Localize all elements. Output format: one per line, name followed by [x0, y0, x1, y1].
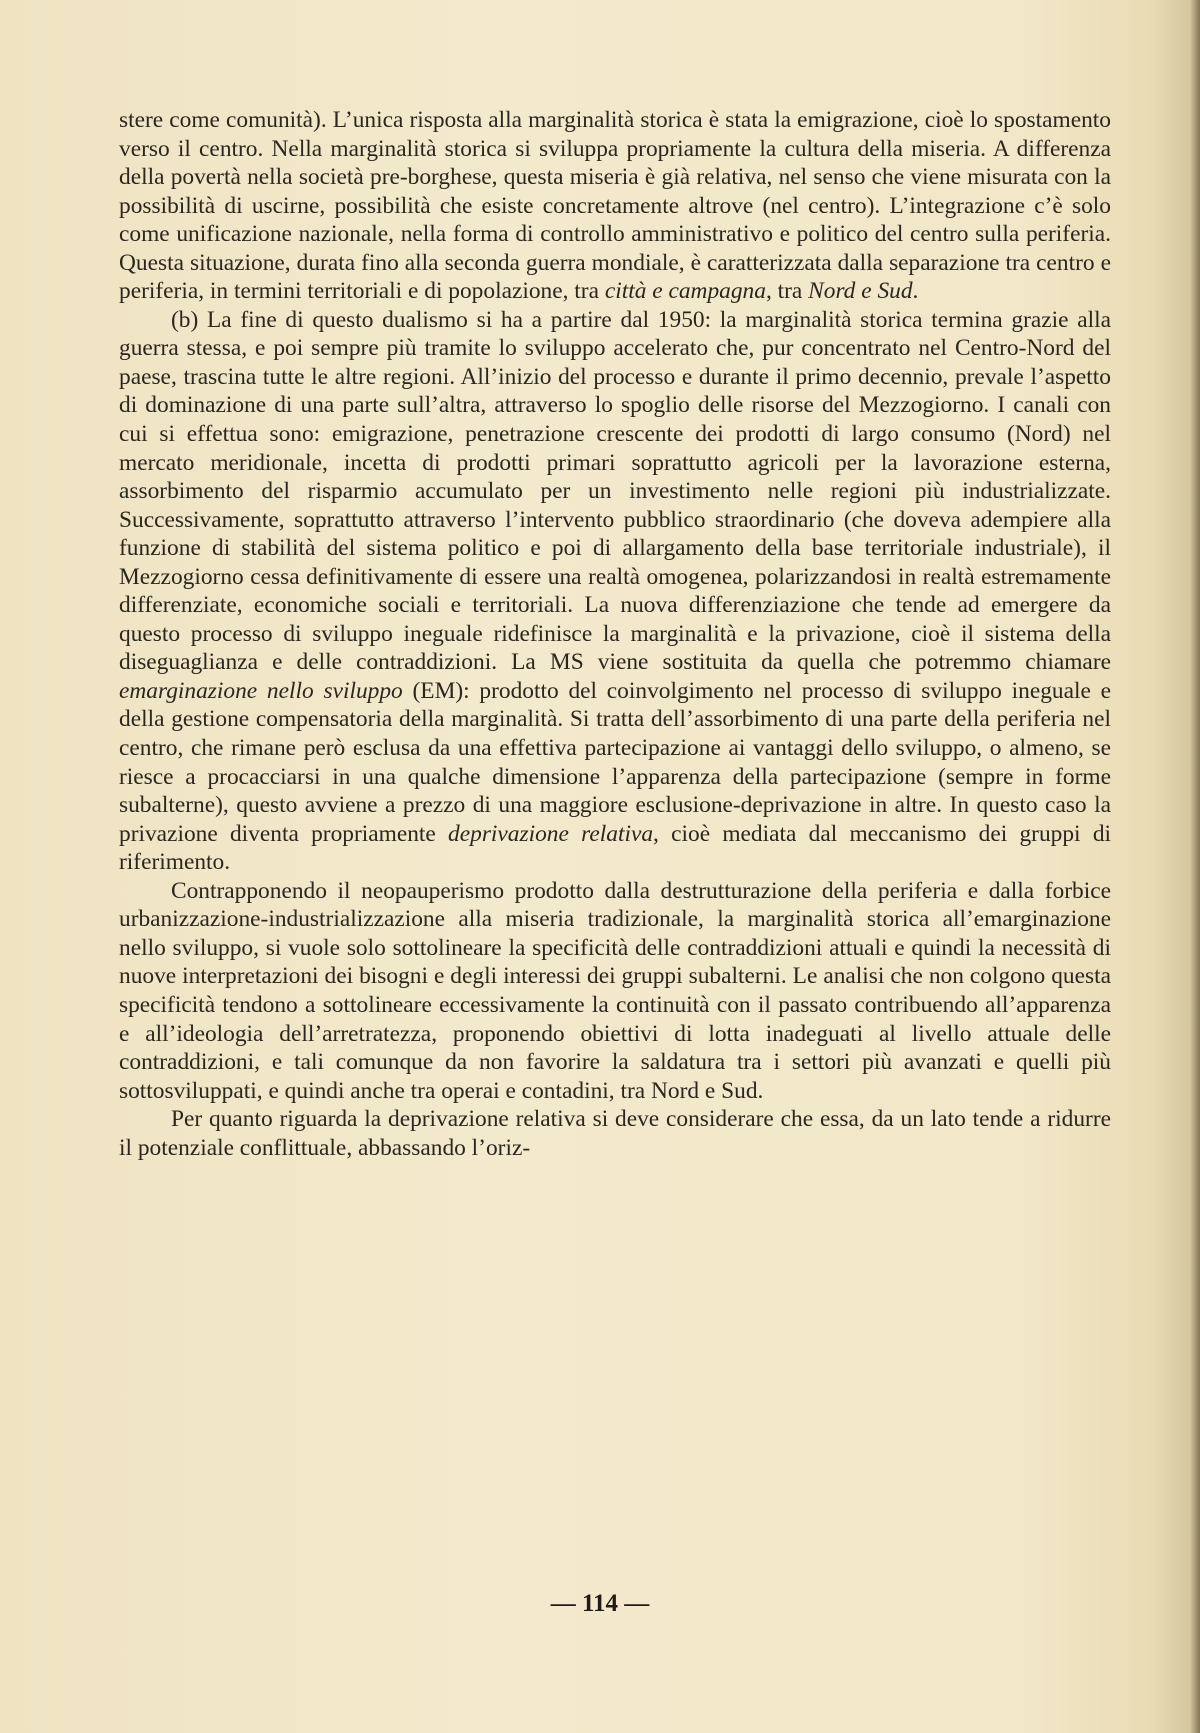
- italic-run: emarginazione nello sviluppo: [119, 677, 403, 704]
- text-run: .: [912, 278, 919, 305]
- text-run: , cioè mediata dal meccanismo dei gruppi di riferimento.: [119, 820, 1112, 876]
- paragraph-4: [119, 1105, 1111, 1162]
- body-text: [119, 106, 1111, 1162]
- italic-run: città e campagna: [604, 278, 766, 305]
- paragraph-1: [119, 106, 1111, 306]
- text-run: (EM): prodotto del coinvolgimento nel processo di sviluppo ineguale e della gestione compensatoria della marginalità. Si tratta dell’assorbimento di una parte della periferia nel centro, che rimane però esclusa da una effettiva partecipazione ai vantaggi dello sviluppo, o almeno, se riesce a procacciarsi in una qualche dimensione l’apparenza della partecipazione (sempre in forme subalterne), questo avviene a prezzo di una maggiore esclusione-deprivazione in altre. In questo caso la privazione diventa propriamente: [119, 677, 1112, 847]
- text-run: , tra: [765, 278, 809, 305]
- text-run: stere come comunità). L’unica risposta alla marginalità storica è stata la emigrazione, cioè lo spostamento verso il centro. Nella marginalità storica si sviluppa propriamente la cultura della miseria. A differenza della povertà nella società pre-borghese, questa miseria è già relativa, nel senso che viene misurata con la possibilità di uscirne, possibilità che esiste concretamente altrove (nel centro). L’integrazione c’è solo come unificazione nazionale, nella forma di controllo amministrativo e politico del centro sulla periferia. Questa situazione, durata fino alla seconda guerra mondiale, è caratterizzata dalla separazione tra centro e periferia, in termini territoriali e di popolazione, tra: [119, 107, 1111, 305]
- text-run: Contrapponendo il neopauperismo prodotto dalla destrutturazione della periferia e dalla forbice urbanizzazione-industrializzazione alla miseria tradizionale, la marginalità storica all’emarginazione nello sviluppo, si vuole solo sottolineare la specificità delle contraddizioni attuali e quindi la necessità di nuove interpretazioni dei bisogni e degli interessi dei gruppi subalterni. Le analisi che non colgono questa specificità tendono a sottolineare eccessivamente la continuità con il passato contribuendo all’apparenza e all’ideologia dell’arretratezza, proponendo obiettivi di lotta inadeguati al livello attuale delle contraddizioni, e tali comunque da non favorire la saldatura tra i settori più avanzati e quelli più sottosviluppati, e quindi anche tra operai e contadini, tra Nord e Sud.: [119, 877, 1111, 1104]
- italic-run: deprivazione relativa: [448, 820, 654, 847]
- page-binding-edge: [1190, 0, 1200, 1733]
- italic-run: Nord e Sud: [808, 278, 913, 305]
- paragraph-3: [119, 877, 1111, 1105]
- text-run: (b) La fine di questo dualismo si ha a partire dal 1950: la marginalità storica termina grazie alla guerra stessa, e poi sempre più tramite lo sviluppo accelerato che, pur concentrato nel Centro-Nord del paese, trascina tutte le altre regioni. All’inizio del processo e durante il primo decennio, prevale l’aspetto di dominazione di una parte sull’altra, attraverso lo spoglio delle risorse del Mezzogiorno. I canali con cui si effettua sono: emigrazione, penetrazione crescente dei prodotti di largo consumo (Nord) nel mercato meridionale, incetta di prodotti primari soprattutto agricoli per la lavorazione esterna, assorbimento del risparmio accumulato per un investimento nelle regioni più industrializzate. Successivamente, soprattutto attraverso l’intervento pubblico straordinario (che doveva adempiere alla funzione di stabilità del sistema politico e poi di allargamento della base territoriale industriale), il Mezzogiorno cessa definitivamente di essere una realtà omogenea, polarizzandosi in realtà estremamente differenziate, economiche sociali e territoriali. La nuova differenziazione che tende ad emergere da questo processo di sviluppo ineguale ridefinisce la marginalità e la privazione, cioè il sistema della diseguaglianza e delle contraddizioni. La MS viene sostituita da quella che potremmo chiamare: [119, 306, 1111, 676]
- paragraph-2: [119, 306, 1111, 877]
- page-number: — 114 —: [550, 1590, 650, 1617]
- text-run: Per quanto riguarda la deprivazione relativa si deve considerare che essa, da un lato tende a ridurre il potenziale conflittuale, abbassando l’oriz-: [119, 1106, 1111, 1161]
